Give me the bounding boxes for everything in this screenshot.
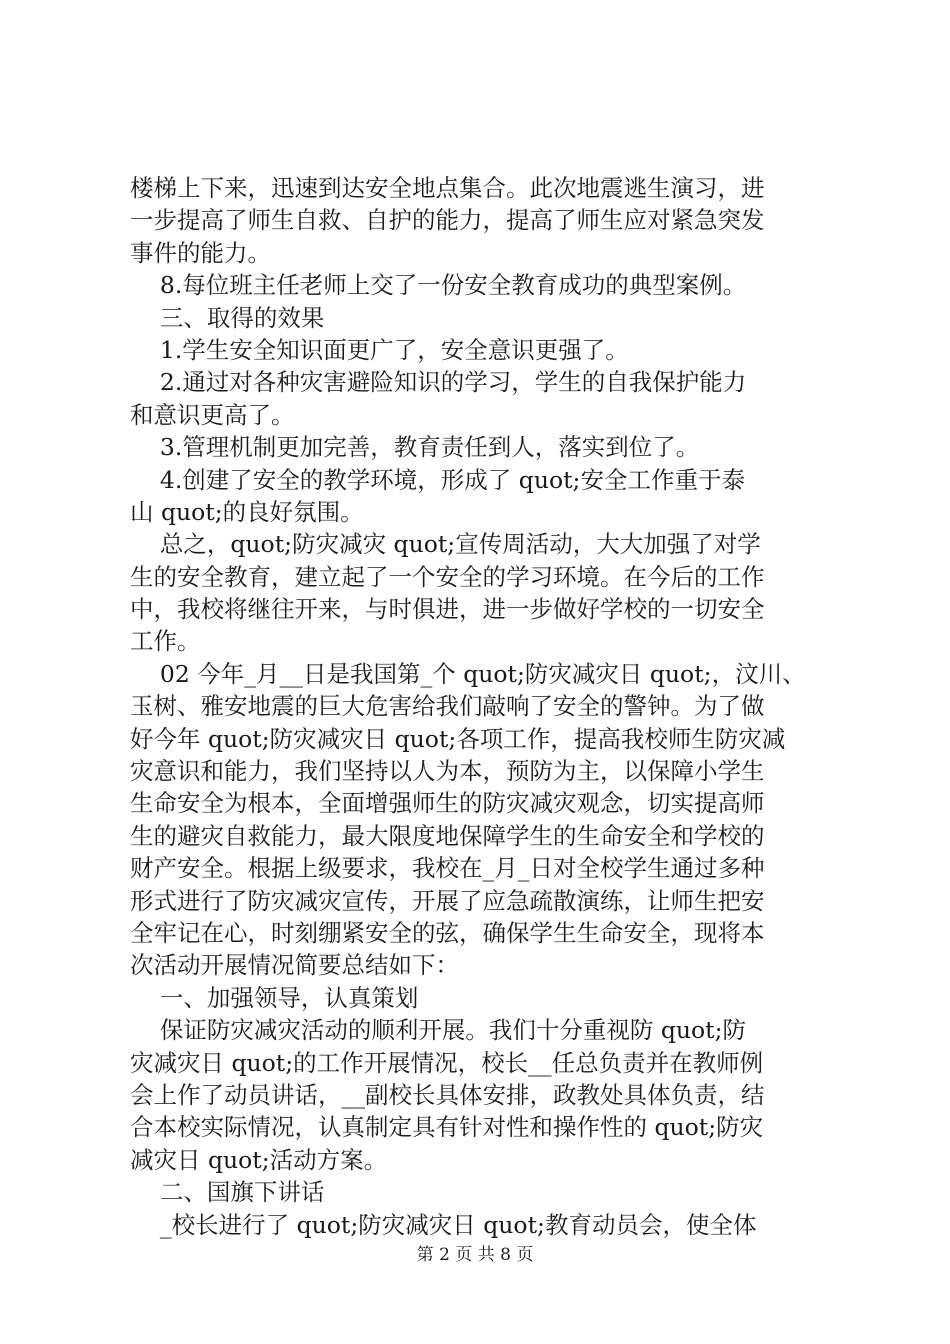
- text-line: 玉树、雅安地震的巨大危害给我们敲响了安全的警钟。为了做: [130, 692, 765, 721]
- text-line: 形式进行了防灾减灾宣传，开展了应急疏散演练，让师生把安: [130, 886, 765, 915]
- text-line: 合本校实际情况，认真制定具有针对性和操作性的 quot;防灾: [130, 1113, 764, 1142]
- text-line: 02 今年_月__日是我国第_个 quot;防灾减灾日 quot;，汶川、: [130, 659, 806, 688]
- section-heading: 三、取得的效果: [130, 303, 325, 332]
- text-line: 全牢记在心，时刻绷紧安全的弦，确保学生生命安全，现将本: [130, 918, 765, 947]
- text-line: 好今年 quot;防灾减灾日 quot;各项工作，提高我校师生防灾减: [130, 724, 786, 753]
- text-line: 灾意识和能力，我们坚持以人为本，预防为主，以保障小学生: [130, 757, 765, 786]
- text-line: 山 quot;的良好氛围。: [130, 497, 364, 526]
- text-line: 一步提高了师生自救、自护的能力，提高了师生应对紧急突发: [130, 206, 765, 235]
- text-line: 会上作了动员讲话，__副校长具体安排，政教处具体负责，结: [130, 1080, 765, 1109]
- text-line: 2.通过对各种灾害避险知识的学习，学生的自我保护能力: [130, 368, 747, 397]
- text-line: 8.每位班主任老师上交了一份安全教育成功的典型案例。: [130, 271, 747, 300]
- section-heading: 二、国旗下讲话: [130, 1178, 325, 1207]
- text-line: 楼梯上下来，迅速到达安全地点集合。此次地震逃生演习，进: [130, 174, 765, 202]
- text-line: 灾减灾日 quot;的工作开展情况，校长__任总负责并在教师例: [130, 1048, 764, 1077]
- section-heading: 一、加强领导，认真策划: [130, 983, 419, 1012]
- text-line: 减灾日 quot;活动方案。: [130, 1145, 388, 1174]
- text-line: 工作。: [130, 627, 201, 656]
- text-line: 中，我校将继往开来，与时俱进，进一步做好学校的一切安全: [130, 595, 765, 624]
- page-footer: 第 2 页 共 8 页: [416, 1245, 534, 1265]
- text-line: 和意识更高了。: [130, 400, 295, 429]
- text-line: 3.管理机制更加完善，教育责任到人，落实到位了。: [130, 433, 700, 462]
- text-line: 1.学生安全知识面更广了，安全意识更强了。: [130, 335, 629, 364]
- text-line: 总之，quot;防灾减灾 quot;宣传周活动，大大加强了对学: [130, 530, 761, 559]
- text-line: _校长进行了 quot;防灾减灾日 quot;教育动员会，使全体: [130, 1210, 757, 1239]
- text-line: 生的安全教育，建立起了一个安全的学习环境。在今后的工作: [130, 562, 765, 591]
- text-line: 保证防灾减灾活动的顺利开展。我们十分重视防 quot;防: [130, 1016, 747, 1045]
- text-line: 生命安全为根本，全面增强师生的防灾减灾观念，切实提高师: [130, 789, 765, 818]
- text-line: 4.创建了安全的教学环境，形成了 quot;安全工作重于泰: [130, 465, 745, 494]
- text-line: 财产安全。根据上级要求，我校在_月_日对全校学生通过多种: [130, 854, 765, 883]
- text-line: 事件的能力。: [130, 238, 271, 267]
- text-line: 生的避灾自救能力，最大限度地保障学生的生命安全和学校的: [130, 821, 765, 850]
- document-body: [130, 172, 835, 1241]
- text-line: 次活动开展情况简要总结如下：: [130, 951, 459, 980]
